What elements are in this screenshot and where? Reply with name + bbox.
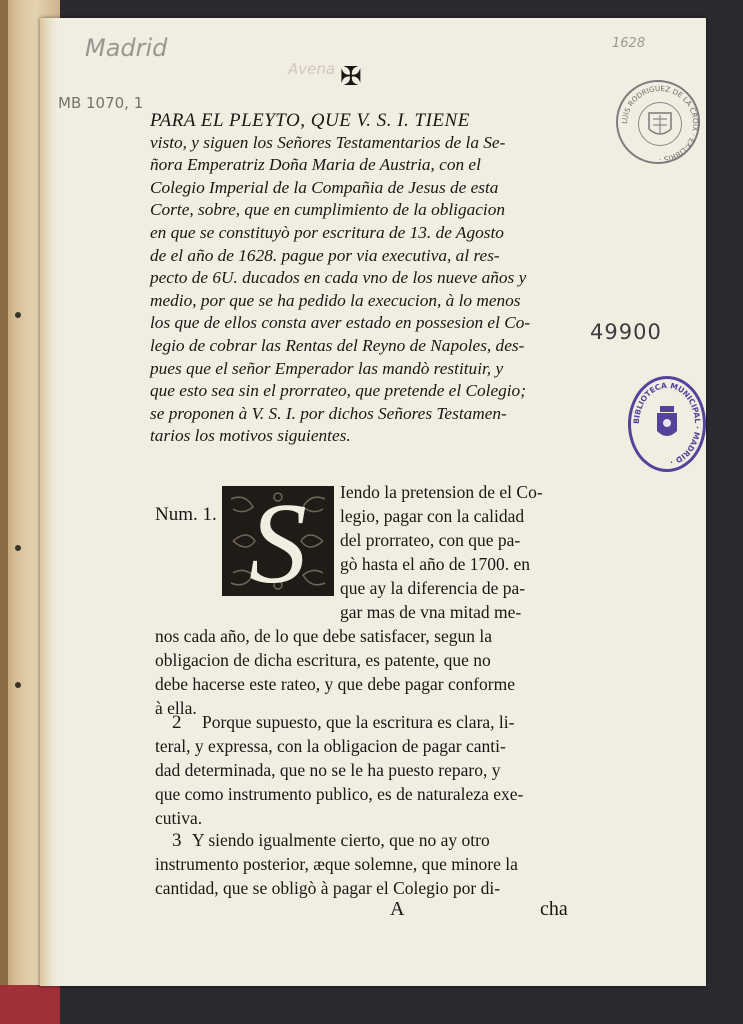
signature-mark: A xyxy=(390,898,405,920)
handwritten-number: 1628 xyxy=(612,36,646,51)
header-lines-line: Colegio Imperial de la Compañia de Jesus de esta xyxy=(150,177,499,197)
header-lines-line: ñora Emperatriz Doña Maria de Austria, con el xyxy=(150,155,481,175)
header-lines-line: Corte, sobre, que en cumplimiento de la obligacion xyxy=(150,200,506,220)
para2-line: que como instrumento publico, es de naturaleza exe- xyxy=(155,784,524,804)
biblioteca-ring-text xyxy=(631,379,703,469)
paragraph-2-number: 2 xyxy=(172,712,182,733)
handwritten-faint-note: Avena xyxy=(288,60,336,78)
header-lines-line: de el año de 1628. pague por via executiva, al res- xyxy=(150,245,500,265)
para1-beside-line: del prorrateo, con que pa- xyxy=(340,530,521,550)
header-lines-line: que esto sea sin el prorrateo, que pretende el Colegio; xyxy=(150,381,526,401)
document-page xyxy=(40,18,706,986)
para3-line: instrumento posterior, æque solemne, que minore la xyxy=(155,854,518,874)
header-lines-line: pecto de 6U. ducados en cada vno de los nueve años y xyxy=(150,268,527,288)
para3-line: Y siendo igualmente cierto, que no ay otro xyxy=(192,830,490,850)
header-lines-line: legio de cobrar las Rentas del Reyno de Napoles, des- xyxy=(150,336,525,355)
svg-text:BIBLIOTECA MUNICIPAL · MADRID: BIBLIOTECA MUNICIPAL · MADRID · xyxy=(631,380,703,467)
ex-libris-stamp xyxy=(616,80,700,164)
para1-full-line: obligacion de dicha escritura, es patente, que no xyxy=(155,650,491,670)
header-lines-line: visto, y siguen los Señores Testamentarios de la Se- xyxy=(150,132,506,152)
binding-stitch xyxy=(15,682,21,688)
madrid-crest-icon xyxy=(657,406,677,436)
para2-line: Porque supuesto, que la escritura es clara, li- xyxy=(202,712,515,732)
handwritten-city: Madrid xyxy=(85,34,168,62)
para1-beside-line: que ay la diferencia de pa- xyxy=(340,578,526,598)
para1-beside-line: Iendo la pretension de el Co- xyxy=(340,482,543,502)
para1-beside-line: legio, pagar con la calidad xyxy=(340,506,525,526)
inventory-number: 49900 xyxy=(590,320,662,344)
cover-edge xyxy=(0,0,8,1024)
num-label: Num. 1. xyxy=(155,504,217,525)
para1-full-line: à ella. xyxy=(155,698,197,718)
paragraph-3-number: 3 xyxy=(172,830,182,851)
para3-line: cantidad, que se obligò à pagar el Colegio por di- xyxy=(155,878,501,898)
para2-line: cutiva. xyxy=(155,808,203,828)
header-lines-line: los que de ellos consta aver estado en possesion el Co- xyxy=(150,313,531,333)
header-lines-line: se proponen à V. S. I. por dichos Señores Testamen- xyxy=(150,403,507,423)
para2-line: teral, y expressa, con la obligacion de pagar canti- xyxy=(155,736,506,756)
header-lines-line: PARA EL PLEYTO, QUE V. S. I. TIENE xyxy=(150,110,470,131)
para1-full-line: nos cada año, de lo que debe satisfacer, segun la xyxy=(155,626,493,646)
handwritten-shelfmark: MB 1070, 1 xyxy=(58,94,144,112)
ex-libris-emblem xyxy=(638,102,682,146)
header-lines-line: tarios los motivos siguientes. xyxy=(150,426,351,446)
header-lines-line: medio, por que se ha pedido la execucion, à lo menos xyxy=(150,290,521,310)
para2-line: dad determinada, que no se le ha puesto reparo, y xyxy=(155,760,501,780)
para1-full-line: debe hacerse este rateo, y que debe pagar conforme xyxy=(155,674,516,694)
catchword: cha xyxy=(540,898,568,920)
decorated-initial xyxy=(222,480,334,608)
cross-symbol: ✠ xyxy=(340,62,362,91)
header-lines-line: pues que el señor Emperador las mandò restituir, y xyxy=(150,358,504,378)
binding-stitch xyxy=(15,545,21,551)
header-lines-line: en que se constituyò por escritura de 13. de Agosto xyxy=(150,223,504,242)
svg-text:LUIS RODRIGUEZ DE LA CROIX · E: LUIS RODRIGUEZ DE LA CROIX · EX-LIBRIS · xyxy=(619,83,701,165)
para1-beside-line: gar mas de vna mitad me- xyxy=(340,602,522,622)
red-binding xyxy=(0,985,60,1024)
dropcap-letter: S xyxy=(249,480,307,608)
para1-beside-line: gò hasta el año de 1700. en xyxy=(340,554,531,574)
binding-stitch xyxy=(15,312,21,318)
biblioteca-municipal-stamp xyxy=(628,376,706,472)
